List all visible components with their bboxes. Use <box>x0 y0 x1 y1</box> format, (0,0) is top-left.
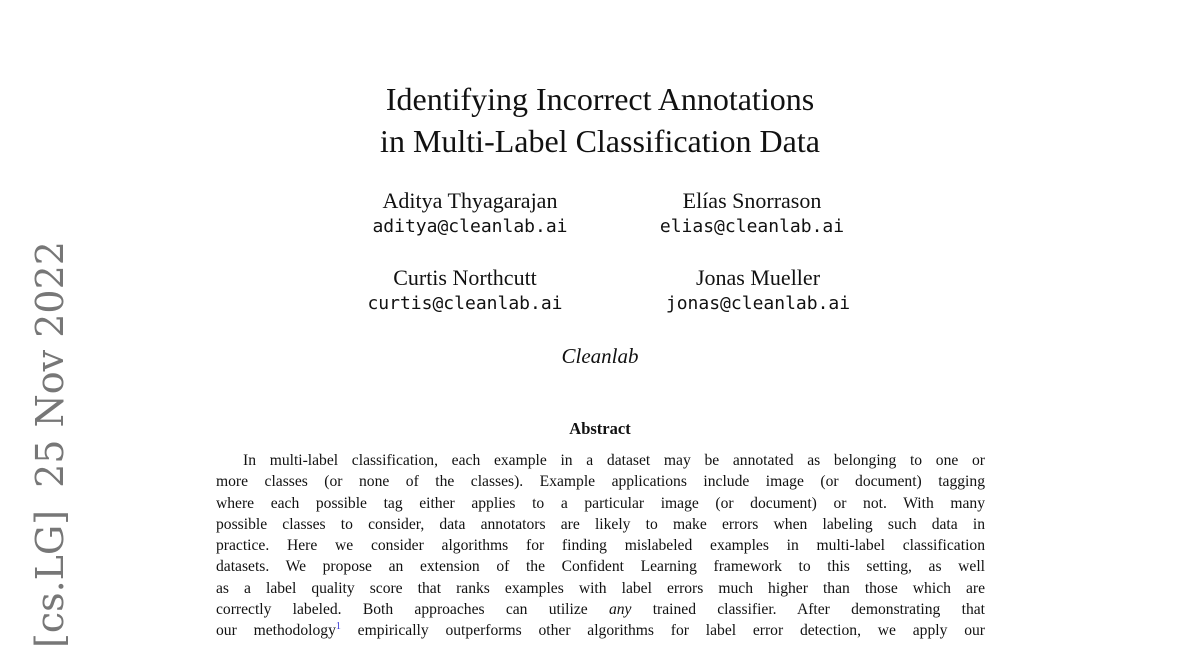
author-block <box>608 265 908 317</box>
author-block <box>320 188 620 240</box>
abstract-text: correctly labeled. Both approaches can utilize <box>216 601 609 619</box>
abstract-line <box>216 620 985 641</box>
author-email[interactable]: elias@cleanlab.ai <box>659 216 845 237</box>
arxiv-side-stamp <box>20 241 80 648</box>
title-line-2: in Multi-Label Classification Data <box>380 123 820 159</box>
abstract-line: as a label quality score that ranks examples with label errors much higher than those which are <box>216 579 985 597</box>
author-email[interactable]: curtis@cleanlab.ai <box>367 293 563 314</box>
emphasis-any: any <box>608 601 632 619</box>
abstract-text: our methodology <box>216 622 336 640</box>
author-email[interactable]: aditya@cleanlab.ai <box>372 216 568 237</box>
abstract-text: trained classifier. After demonstrating that <box>631 601 985 619</box>
footnote-link[interactable]: 1 <box>335 621 341 633</box>
arxiv-category: [cs.LG] <box>28 509 72 648</box>
abstract-line: practice. Here we consider algorithms for finding mislabeled examples in multi-label classification <box>216 537 985 555</box>
abstract-line: more classes (or none of the classes). Example applications include image (or document) tagging <box>216 473 985 491</box>
abstract-text: empirically outperforms other algorithms for label error detection, we apply our <box>340 622 985 640</box>
abstract-line: possible classes to consider, data annotators are likely to make errors when labeling such data in <box>216 515 985 533</box>
abstract-body <box>216 450 985 642</box>
abstract-line: datasets. We propose an extension of the Confident Learning framework to this setting, as well <box>216 558 985 576</box>
author-name: Curtis Northcutt <box>393 265 537 290</box>
author-name: Aditya Thyagarajan <box>382 188 558 213</box>
paper-title <box>300 78 900 162</box>
arxiv-date: 25 Nov 2022 <box>28 241 72 488</box>
abstract-line: where each possible tag either applies to a particular image (or document) or not. With many <box>216 494 985 512</box>
author-name: Jonas Mueller <box>695 265 821 290</box>
affiliation: Cleanlab <box>561 344 639 368</box>
author-name: Elías Snorrason <box>682 188 822 213</box>
abstract-heading: Abstract <box>569 419 631 438</box>
abstract-line: In multi-label classification, each example in a dataset may be annotated as belonging to one or <box>243 452 985 469</box>
author-email[interactable]: jonas@cleanlab.ai <box>665 293 851 314</box>
title-line-1: Identifying Incorrect Annotations <box>385 81 815 117</box>
author-block <box>315 265 615 317</box>
author-block <box>602 188 902 240</box>
abstract-line <box>216 599 985 620</box>
